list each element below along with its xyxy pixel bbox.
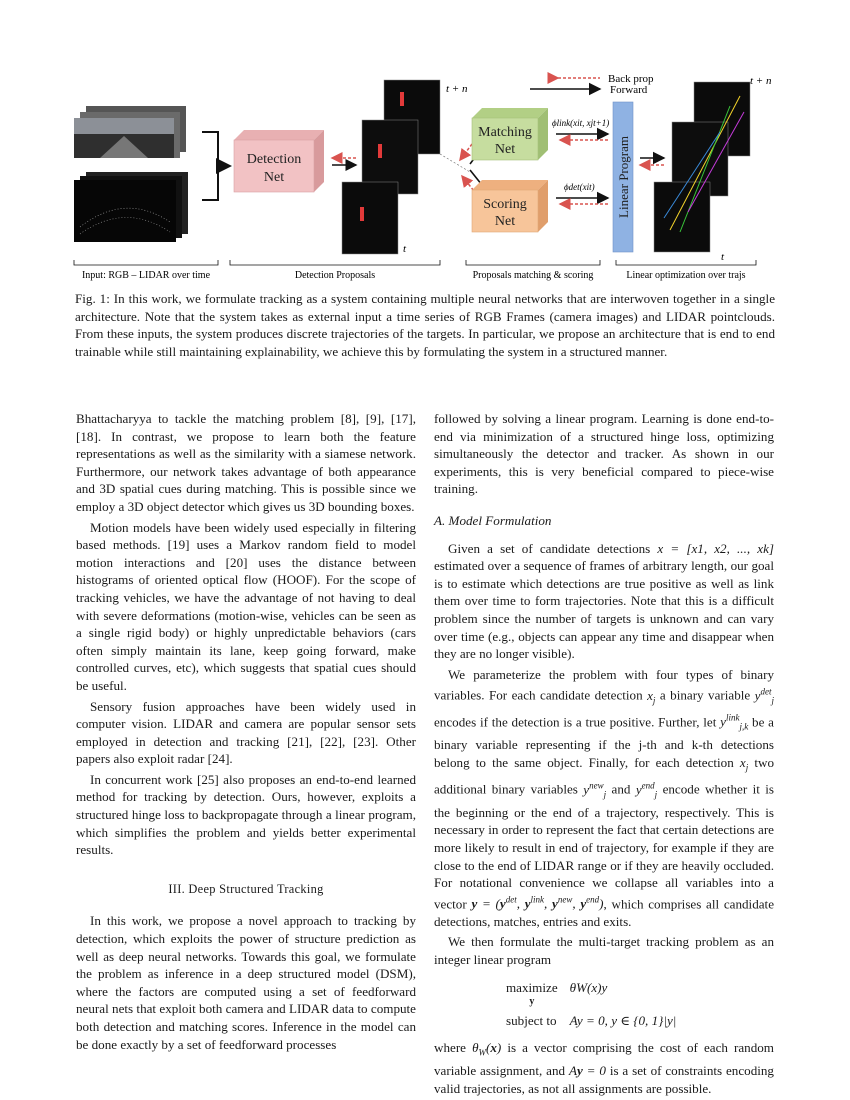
text-span: encodes if the detection is a true positive. Further, let <box>434 714 717 730</box>
detection-net-label-2: Net <box>263 170 285 185</box>
matching-net-label-2: Net <box>494 142 516 157</box>
stage-label-input: Input: RGB – LIDAR over time <box>81 270 211 281</box>
phi-link-label: ϕlink(xit, xjt+1) <box>552 118 610 128</box>
input-rgb-images <box>74 106 186 158</box>
text-span: , which comprises all candidate detections, matches, entries and exits. <box>434 896 775 929</box>
math-theta: $\theta_W(x)$ <box>472 1040 502 1058</box>
legend-forward-label: Forward <box>610 84 648 96</box>
text-span: where <box>434 1040 466 1056</box>
left-paragraph-3: Sensory fusion approaches have been widely used in computer vision. LIDAR and camera are popular sensor sets employed in detection and tracking [21], [22], [23]. Other papers also exploit radar [24]. <box>76 698 416 767</box>
left-paragraph-1: Bhattacharyya to tackle the matching problem [8], [9], [17], [18]. In contrast, we propose to learn both the feature representations as well as the similarity with a siamese network. Furthermore, our network takes advantage of both appearance and 3D spatial cues during matching. This is possible since we employ a 3D object detector which gives us 3D bounding boxes. <box>76 411 416 514</box>
left-column <box>76 410 416 1056</box>
text-span: estimated over a sequence of frames of arbitrary length, our goal is to estimate which detections are true positive as well as link them over time to form trajectories. Note that this is a difficult problem since the number of targets is unknown and can vary over time (e.g., objects can appear any time and disappear when they are no longer visible). <box>434 558 774 662</box>
math-yend: $y^{end}_j$ <box>635 780 658 800</box>
math-ynew: $y^{new}_j$ <box>583 780 607 800</box>
label-t-left: t <box>403 243 407 255</box>
math-ydet: $y^{det}_j$ <box>754 686 774 706</box>
legend-backprop-label: Back prop <box>608 73 654 85</box>
math-ylink: $y^{link}_{j,k}$ <box>720 712 749 732</box>
right-paragraph-1: followed by solving a linear program. Learning is done end-to-end via minimization of a structured hinge loss, optimizing simultaneously the detector and tracker. As shown in our experiments, this is very beneficial compared to piece-wise training. <box>434 411 774 497</box>
right-column <box>434 410 774 1100</box>
text-span: a binary variable <box>659 687 751 703</box>
left-paragraph-2: Motion models have been widely used especially in filtering based methods. [19] uses a Markov random field to model motion interactions and [20] uses the distance between histograms of oriented optical flow (HOOF). For the scope of tracking vehicles, we have the advantage of not having to deal with severe deformations (motion-wise, vehicles can be seen as a single rigid body) or highly unpredictable behaviors (cars often simply maintain its lane, keep going forward, make controlled curves, etc), which suggests that spatial cues should be useful. <box>76 519 416 693</box>
stage-label-proposals: Detection Proposals <box>294 270 376 281</box>
linear-program-label: Linear Program <box>616 136 631 218</box>
left-paragraph-5: In this work, we propose a novel approach to tracking by detection, which exploits the power of structure prediction as well as deep neural networks. Towards this goal, we formulate the problem as inference in a deep structured model (DSM), where the factors are computed using a set of feedforward neural nets that exploit both camera and LIDAR data to compute both detection and matching scores. Inference in the model can be done exactly by a set of feedforward processes <box>76 913 416 1052</box>
subsection-heading: A. Model Formulation <box>434 512 552 528</box>
figure-caption: Fig. 1: In this work, we formulate tracking as a system containing multiple neural networks that are interwoven together in a single architecture. Note that the system takes as external input a time series of RGB Frames (camera images) and LIDAR pointclouds. From these inputs, the system produces discrete trajectories of the targets. In particular, we propose an architecture that is end to end trainable while still maintaining explainability, we achieve this by formulating the system in a structured manner. <box>75 291 775 359</box>
eq-y-under: y <box>529 995 535 1007</box>
right-paragraph-3 <box>434 666 774 931</box>
right-paragraph-4: We then formulate the multi-target tracking problem as an integer linear program <box>434 934 774 967</box>
text-span: is a set of constraints encoding valid trajectories, as not all assignments are possible. <box>434 1063 774 1096</box>
detection-net-box <box>234 130 324 192</box>
math-xj-2: $x_j$ <box>739 755 749 773</box>
scoring-net-box <box>472 180 548 232</box>
eq-constraint: Ay = 0, y ∈ {0, 1}|y| <box>569 1012 677 1028</box>
scoring-net-label-2: Net <box>494 214 516 229</box>
right-paragraph-5 <box>434 1039 774 1097</box>
eq-maximize: maximize <box>506 979 558 995</box>
ilp-equation <box>434 977 774 1032</box>
matching-net-box <box>472 108 548 160</box>
label-t-plus-n-right: t + n <box>750 75 772 87</box>
text-span: and <box>611 781 631 797</box>
detection-net-label-1: Detection <box>246 152 302 167</box>
math-y-vector: $y = (y^{det}$, $y^{link}$, $y^{new}$, $y^{end}$) <box>471 894 604 912</box>
scoring-net-label-1: Scoring <box>483 197 527 212</box>
math-ay: Ay = 0 <box>568 1063 606 1079</box>
math-xj: $x_j$ <box>647 687 656 706</box>
equation-x: x = [x1, x2, ..., xk] <box>657 540 774 556</box>
matching-net-label-1: Matching <box>478 125 532 140</box>
stage-label-matching: Proposals matching & scoring <box>472 270 594 281</box>
label-t-right: t <box>721 251 725 263</box>
input-lidar-images <box>74 172 188 242</box>
text-span: Given a set of candidate detections <box>448 540 651 556</box>
detection-proposals-stack <box>342 80 470 254</box>
section-heading: III. Deep Structured Tracking <box>168 881 324 896</box>
label-t-plus-n-left: t + n <box>446 83 468 95</box>
text-span: encode whether it is the beginning or the end of a trajectory, respectively. This is necessary in order to represent the fact that certain detections are more likely to result in end of trajectory, for example if they are close to the end of LIDAR range or if they are heavily occluded. For notational convenience we collapse all variables into a vector <box>434 781 775 912</box>
output-trajectories-stack <box>654 82 750 252</box>
text-span: be a binary variable representing if the j-th and k-th detections belong to the same object. Finally, for each detection <box>434 714 774 771</box>
right-paragraph-2 <box>434 540 774 663</box>
text-span: We parameterize the problem with four types of binary variables. For each candidate detection <box>434 666 774 703</box>
eq-subject: subject to <box>506 1012 557 1028</box>
phi-det-label: ϕdet(xit) <box>564 182 595 192</box>
linear-program-box <box>613 102 633 252</box>
pipeline-figure <box>60 62 790 284</box>
text-span: is a vector comprising the cost of each random variable assignment, and <box>434 1040 774 1079</box>
text-span: two additional binary variables <box>434 755 775 797</box>
stage-label-linear: Linear optimization over trajs <box>626 270 746 281</box>
eq-objective: θW(x)y <box>569 979 608 995</box>
left-paragraph-4: In concurrent work [25] also proposes an end-to-end learned method for tracking by detection. Ours, however, exploits a structured hinge loss to backpropagate through a linear program, which simplifies the problem and yields better experimental results. <box>76 771 416 858</box>
